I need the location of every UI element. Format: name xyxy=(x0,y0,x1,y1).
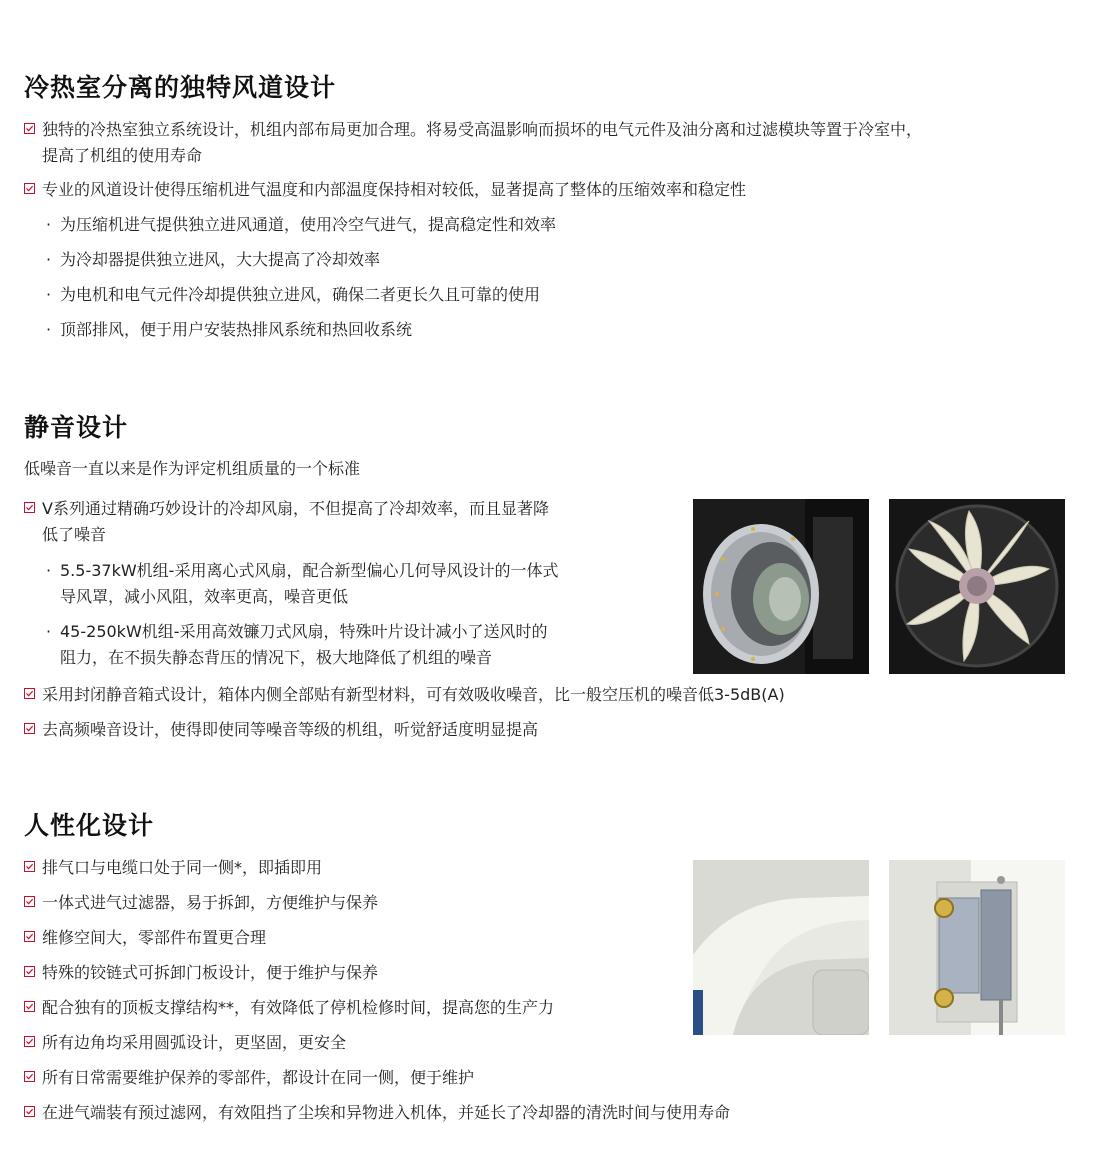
item-text: 采用封闭静音箱式设计，箱体内侧全部贴有新型材料，可有效吸收噪音，比一般空压机的噪音低3-5dB(A) xyxy=(42,685,785,704)
bullet-dot-icon: · xyxy=(46,215,52,234)
checkbox-icon xyxy=(24,502,35,513)
item-text: 特殊的铰链式可拆卸门板设计，便于维护与保养 xyxy=(42,963,379,982)
list-item xyxy=(24,496,549,548)
bullet-text: 45-250kW机组-采用高效镰刀式风扇，特殊叶片设计减小了送风时的 xyxy=(60,622,548,641)
section-title-airflow: 冷热室分离的独特风道设计 xyxy=(24,73,337,102)
list-item xyxy=(24,717,538,743)
bullet-item xyxy=(44,558,558,610)
checkbox-icon xyxy=(24,1106,35,1117)
bullet-dot-icon: · xyxy=(46,622,52,641)
axial-fan-photo xyxy=(889,499,1065,674)
item-text: 在进气端装有预过滤网，有效阻挡了尘埃和异物进入机体，并延长了冷却器的清洗时间与使用寿命 xyxy=(42,1103,731,1122)
checkbox-icon xyxy=(24,896,35,907)
list-item xyxy=(24,855,322,881)
item-text: 维修空间大，零部件布置更合理 xyxy=(42,928,267,947)
list-item xyxy=(24,1065,474,1091)
item-text: 一体式进气过滤器，易于拆卸，方便维护与保养 xyxy=(42,893,379,912)
bullet-text-cont: 阻力，在不损失静态背压的情况下，极大地降低了机组的噪音 xyxy=(60,648,493,667)
rounded-corner-photo xyxy=(693,860,869,1035)
item-text: 去高频噪音设计，使得即使同等噪音等级的机组，听觉舒适度明显提高 xyxy=(42,720,539,739)
hinge-photo xyxy=(889,860,1065,1035)
checkbox-icon xyxy=(24,723,35,734)
checkbox-icon xyxy=(24,1071,35,1082)
section-title-silent: 静音设计 xyxy=(24,413,129,442)
item-text-cont: 低了噪音 xyxy=(42,525,107,544)
list-item xyxy=(24,177,746,203)
bullet-item xyxy=(44,619,548,671)
item-text: 所有日常需要维护保养的零部件，都设计在同一侧，便于维护 xyxy=(42,1068,475,1087)
bullet-text: 顶部排风，便于用户安装热排风系统和热回收系统 xyxy=(60,320,413,339)
checkbox-icon xyxy=(24,688,35,699)
bullet-text: 5.5-37kW机组-采用离心式风扇，配合新型偏心几何导风设计的一体式 xyxy=(60,561,559,580)
bullet-text-cont: 导风罩，减小风阻，效率更高，噪音更低 xyxy=(60,587,349,606)
bullet-item xyxy=(44,212,556,238)
bullet-item xyxy=(44,282,540,308)
bullet-text: 为电机和电气元件冷却提供独立进风，确保二者更长久且可靠的使用 xyxy=(60,285,541,304)
bullet-item xyxy=(44,317,412,343)
item-text: 独特的冷热室独立系统设计，机组内部布局更加合理。将易受高温影响而损坏的电气元件及油分离和过滤模块等置于冷室中， xyxy=(42,120,923,139)
checkbox-icon xyxy=(24,931,35,942)
list-item xyxy=(24,1100,730,1126)
checkbox-icon xyxy=(24,1036,35,1047)
bullet-dot-icon: · xyxy=(46,561,52,580)
list-item xyxy=(24,995,554,1021)
item-text: V系列通过精确巧妙设计的冷却风扇，不但提高了冷却效率，而且显著降 xyxy=(42,499,549,518)
list-item xyxy=(24,960,378,986)
list-item xyxy=(24,925,266,951)
bullet-text: 为压缩机进气提供独立进风通道，使用冷空气进气，提高稳定性和效率 xyxy=(60,215,557,234)
intro-text: 低噪音一直以来是作为评定机组质量的一个标准 xyxy=(24,459,361,478)
checkbox-icon xyxy=(24,123,35,134)
list-item xyxy=(24,1030,346,1056)
item-text: 专业的风道设计使得压缩机进气温度和内部温度保持相对较低，显著提高了整体的压缩效率和稳定性 xyxy=(42,180,747,199)
bullet-text: 为冷却器提供独立进风，大大提高了冷却效率 xyxy=(60,250,381,269)
checkbox-icon xyxy=(24,966,35,977)
centrifugal-fan-photo xyxy=(693,499,869,674)
bullet-dot-icon: · xyxy=(46,285,52,304)
item-text: 配合独有的顶板支撑结构**，有效降低了停机检修时间，提高您的生产力 xyxy=(42,998,555,1017)
checkbox-icon xyxy=(24,1001,35,1012)
item-text-cont: 提高了机组的使用寿命 xyxy=(42,146,203,165)
list-item xyxy=(24,682,785,708)
item-text: 所有边角均采用圆弧设计，更坚固，更安全 xyxy=(42,1033,347,1052)
checkbox-icon xyxy=(24,861,35,872)
bullet-dot-icon: · xyxy=(46,250,52,269)
list-item xyxy=(24,117,922,169)
bullet-item xyxy=(44,247,380,273)
list-item xyxy=(24,890,378,916)
checkbox-icon xyxy=(24,183,35,194)
item-text: 排气口与电缆口处于同一侧*，即插即用 xyxy=(42,858,323,877)
section-title-user-friendly: 人性化设计 xyxy=(24,811,155,840)
bullet-dot-icon: · xyxy=(46,320,52,339)
